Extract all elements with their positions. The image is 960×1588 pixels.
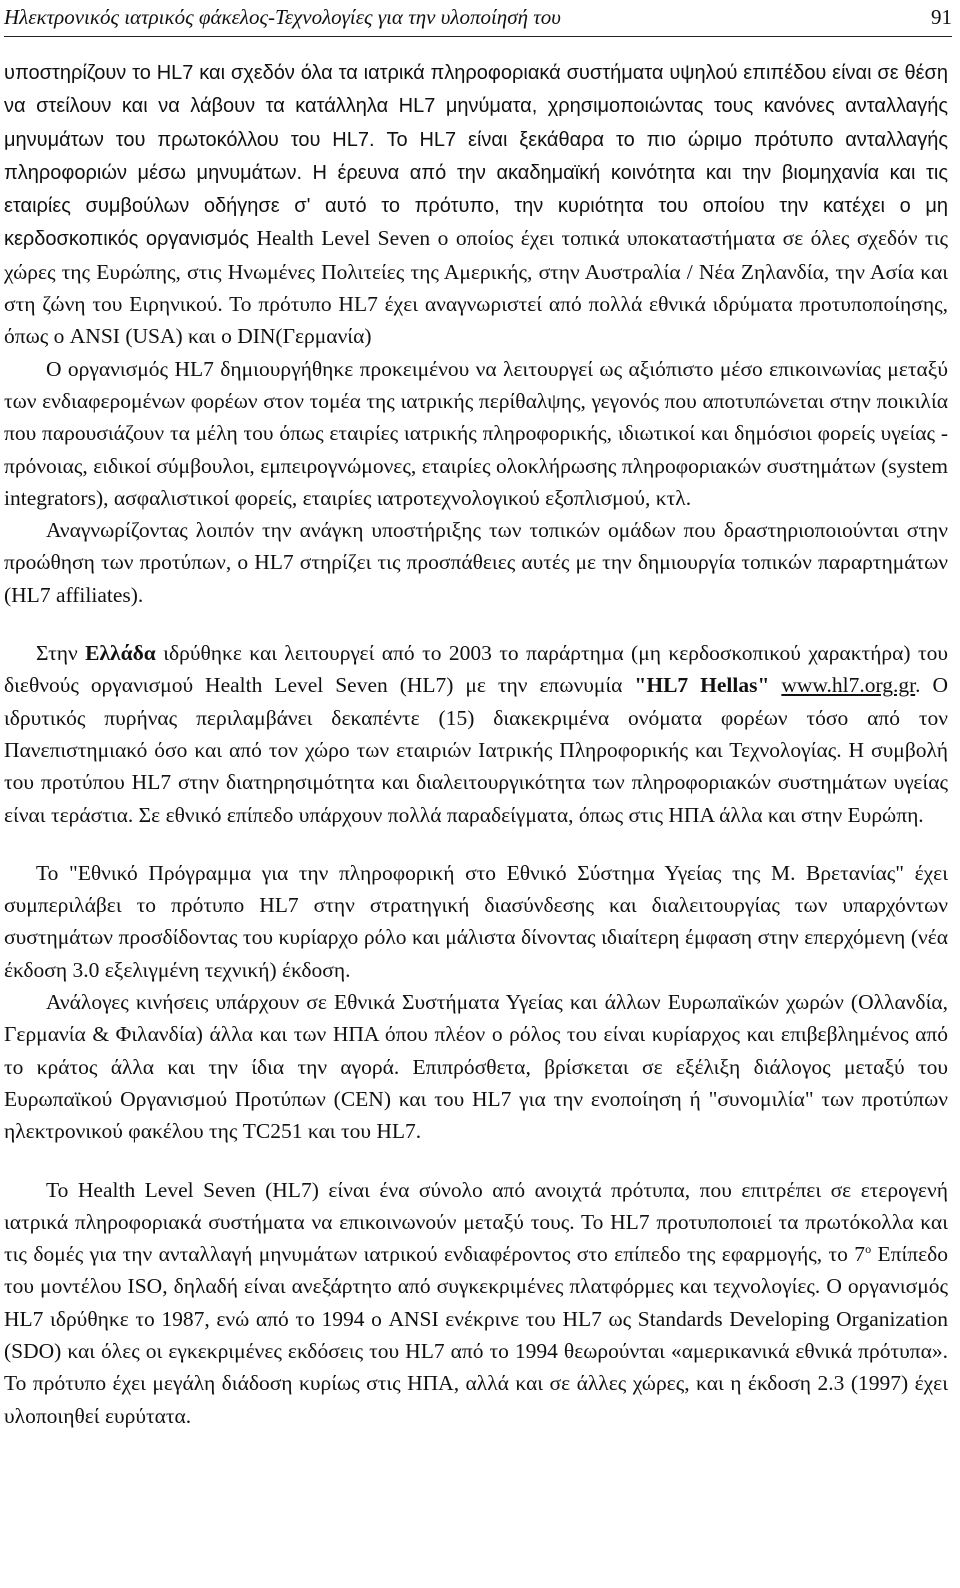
page-number: 91	[931, 5, 952, 29]
paragraph-text: . Ο ιδρυτικός πυρήνας περιλαμβάνει δεκαπέντε (15) διακεκριμένα ονόματα φορέων τόσο από τον Πανεπιστημιακό όσο και από τον χώρο των εταιριών Ιατρικής Πληροφορικής και Τεχνολογίας. Η συμβολή του προτύπου HL7 στην διατηρησιμότητα και διαλειτουργικότητα των πληροφοριακών συστημάτων υγείας είναι τεράστια. Σε εθνικό επίπεδο υπάρχουν πολλά παραδείγματα, όπως στις ΗΠΑ άλλα και στην Ευρώπη.	[4, 673, 949, 827]
superscript: ο	[865, 1241, 872, 1256]
paragraph-text: Επίπεδο του μοντέλου ISO, δηλαδή είναι ανεξάρτητο από συγκεκριμένες πλατφόρμες και τεχνολογίες. Ο οργανισμός HL7 ιδρύθηκε το 1987, ενώ από το 1994 ο ANSI ενέκρινε του HL7 ως Standards Developing Organization (SDO) και όλες οι εγκεκριμένες εκδόσεις του HL7 από το 1994 θεωρούνται «αμερικανικά εθνικά πρότυπα». Το πρότυπο έχει μεγάλη διάδοση κυρίως στις ΗΠΑ, αλλά και σε άλλες χώρες, και η έκδοση 2.3 (1997) έχει υλοποιηθεί ευρύτατα.	[4, 1242, 949, 1428]
paragraph-european-initiatives: Ανάλογες κινήσεις υπάρχουν σε Εθνικά Συστήματα Υγείας και άλλων Ευρωπαϊκών χωρών (Ολλανδία, Γερμανία & Φιλανδία) άλλα και των ΗΠΑ όπου πλέον ο ρόλος του είναι κυρίαρχος και επιβεβλημένος από το κράτος άλλα και την ίδια την αγορά. Επιπρόσθετα, βρίσκεται σε εξέλιξη διάλογος μεταξύ του Ευρωπαϊκού Οργανισμού Προτύπων (CEN) και του HL7 για την ενοποίηση ή "συνομιλία" των προτύπων ηλεκτρονικού φακέλου της TC251 και του HL7.	[4, 990, 948, 1144]
body-text	[4, 56, 948, 1432]
paragraph-text: Η έρευνα από την ακαδημαϊκή κοινότητα και την βιομηχανία και τις εταιρίες συμβούλων οδήγησε σ' αυτό το πρότυπο, την κυριότητα του οποίου την κατέχει ο μη κερδοσκοπικός οργανισμός	[4, 161, 949, 251]
paragraph-text: υποστηρίζουν το HL7 και σχεδόν όλα τα ιατρικά πληροφοριακά συστήματα υψηλού επιπέδου είναι σε θέση να στείλουν και να λάβουν τα κατάλληλα HL7 μηνύματα, χρησιμοποιώντας τους κανόνες ανταλλαγής μηνυμάτων του πρωτοκόλλου του HL7. Το HL7 είναι ξεκάθαρα το πιο ώριμο πρότυπο ανταλλαγής πληροφοριών μέσω μηνυμάτων.	[4, 62, 948, 184]
paragraph-text: Στην	[36, 641, 78, 666]
paragraph-hl7-hellas	[4, 637, 948, 831]
paragraph-text: ιδρύθηκε και λειτουργεί από το 2003 το παράρτημα (μη κερδοσκοπικού χαρακτήρα) του διεθνούς οργανισμού Health Level Seven (HL7) με την επωνυμία	[4, 641, 949, 698]
paragraph-text: Health Level Seven ο οποίος έχει τοπικά υποκαταστήματα σε όλες σχεδόν τις χώρες της Ευρώπης, στις Ηνωμένες Πολιτείες της Αμερικής, στην Αυστραλία / Νέα Ζηλανδία, την Ασία και στη ζώνη του Ειρηνικού. Το πρότυπο HL7 έχει αναγνωριστεί από πολλά εθνικά ιδρύματα προτυποποίησης, όπως ο ANSI (USA) και ο DIN(Γερμανία)	[4, 226, 948, 349]
paragraph-text: Το Health Level Seven (HL7) είναι ένα σύνολο από ανοιχτά πρότυπα, που επιτρέπει σε ετερογενή ιατρικά πληροφοριακά συστήματα να επικοινωνούν μεταξύ τους. Το HL7 προτυποποιεί τα πρωτόκολλα και τις δομές για την ανταλλαγή μηνυμάτων ιατρικού ενδιαφέροντος στο επίπεδο της εφαρμογής, το 7	[4, 1177, 948, 1267]
running-header	[4, 2, 952, 37]
bold-text: Ελλάδα	[85, 641, 156, 666]
paragraph-hl7-overview	[4, 56, 948, 353]
bold-text: "HL7 Hellas"	[634, 673, 770, 698]
hl7-hellas-link[interactable]: www.hl7.org.gr	[781, 673, 916, 698]
paragraph-hl7-definition	[4, 1174, 948, 1432]
header-title: Ηλεκτρονικός ιατρικός φάκελος-Τεχνολογίες για την υλοποίησή του	[4, 5, 561, 29]
paragraph-hl7-affiliates: Αναγνωρίζοντας λοιπόν την ανάγκη υποστήριξης των τοπικών ομάδων που δραστηριοποιούνται στην προώθηση των προτύπων, ο HL7 στηρίζει τις προσπάθειες αυτές με την δημιουργία τοπικών παραρτημάτων (HL7 affiliates).	[4, 518, 948, 607]
paragraph-uk-programme: Το "Εθνικό Πρόγραμμα για την πληροφορική στο Εθνικό Σύστημα Υγείας της Μ. Βρετανίας" έχει συμπεριλάβει το πρότυπο HL7 στην στρατηγική διασύνδεσης και διαλειτουργίας των υπαρχόντων συστημάτων προσδίδοντας του κυρίαρχο ρόλο και μάλιστα δίνοντας ιδιαίτερη έμφαση στην επερχόμενη (νέα έκδοση 3.0 εξελιγμένη τεχνική) έκδοση.	[4, 860, 948, 982]
paragraph-hl7-organization: Ο οργανισμός HL7 δημιουργήθηκε προκειμένου να λειτουργεί ως αξιόπιστο μέσο επικοινωνίας μεταξύ των ενδιαφερομένων φορέων στον τομέα της ιατρικής περίθαλψης, γεγονός που αποτυπώνεται στην ποικιλία που παρουσιάζουν τα μέλη του όπως εταιρίες ιατρικής πληροφορικής, ιδιωτικοί και δημόσιοι φορείς υγείας - πρόνοιας, ειδικοί σύμβουλοι, εμπειρογνώμονες, εταιρίες ολοκλήρωσης πληροφοριακών συστημάτων (system integrators), ασφαλιστικοί φορείς, εταιρίες ιατροτεχνολογικού εξοπλισμού, κτλ.	[4, 356, 948, 510]
